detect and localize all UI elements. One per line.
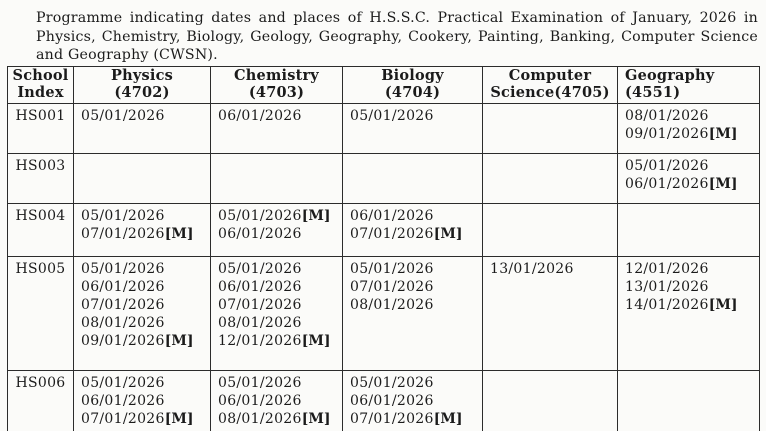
column-header-computer-science: Computer Science(4705) xyxy=(483,67,618,104)
subject-dates-cell-biology xyxy=(343,204,483,257)
morning-marker: [M] xyxy=(164,411,194,427)
school-index-cell: HS004 xyxy=(8,204,74,257)
exam-date: 06/01/2026 xyxy=(350,208,434,224)
exam-date: 12/01/2026[M] xyxy=(218,333,331,349)
subject-dates-cell-geography xyxy=(618,204,760,257)
morning-marker: [M] xyxy=(708,126,738,142)
subject-dates-cell-computer-science xyxy=(483,104,618,154)
exam-schedule-table xyxy=(7,66,760,431)
exam-date: 05/01/2026 xyxy=(350,108,434,124)
exam-date: 13/01/2026 xyxy=(490,261,574,277)
subject-dates-cell-physics xyxy=(74,204,211,257)
morning-marker: [M] xyxy=(433,411,463,427)
exam-date: 06/01/2026 xyxy=(350,393,434,409)
subject-dates-cell-geography xyxy=(618,371,760,431)
exam-date: 09/01/2026[M] xyxy=(81,333,194,349)
exam-date: 08/01/2026 xyxy=(350,297,434,313)
exam-date: 07/01/2026 xyxy=(350,279,434,295)
subject-dates-cell-chemistry xyxy=(211,371,343,431)
morning-marker: [M] xyxy=(301,333,331,349)
exam-date: 05/01/2026 xyxy=(625,158,709,174)
exam-date: 08/01/2026 xyxy=(625,108,709,124)
exam-date: 05/01/2026 xyxy=(81,108,165,124)
subject-dates-cell-computer-science xyxy=(483,371,618,431)
exam-date: 06/01/2026[M] xyxy=(625,176,738,192)
exam-date: 07/01/2026[M] xyxy=(350,226,463,242)
morning-marker: [M] xyxy=(708,176,738,192)
exam-date: 05/01/2026 xyxy=(218,375,302,391)
morning-marker: [M] xyxy=(708,297,738,313)
subject-dates-cell-chemistry xyxy=(211,257,343,371)
table-row xyxy=(8,154,760,204)
column-header-chemistry: Chemistry (4703) xyxy=(211,67,343,104)
column-header-physics: Physics (4702) xyxy=(74,67,211,104)
subject-dates-cell-chemistry xyxy=(211,154,343,204)
exam-date: 05/01/2026 xyxy=(81,261,165,277)
exam-date: 05/01/2026 xyxy=(81,208,165,224)
table-row xyxy=(8,371,760,431)
exam-date: 06/01/2026 xyxy=(81,279,165,295)
table-row xyxy=(8,104,760,154)
subject-dates-cell-geography xyxy=(618,104,760,154)
exam-date: 05/01/2026 xyxy=(81,375,165,391)
exam-date: 08/01/2026[M] xyxy=(218,411,331,427)
exam-date: 05/01/2026 xyxy=(218,261,302,277)
exam-date: 13/01/2026 xyxy=(625,279,709,295)
exam-date: 07/01/2026 xyxy=(218,297,302,313)
exam-date: 09/01/2026[M] xyxy=(625,126,738,142)
exam-date: 08/01/2026 xyxy=(218,315,302,331)
exam-date: 08/01/2026 xyxy=(81,315,165,331)
school-index-cell: HS001 xyxy=(8,104,74,154)
exam-date: 06/01/2026 xyxy=(218,393,302,409)
subject-dates-cell-geography xyxy=(618,154,760,204)
school-index-cell: HS006 xyxy=(8,371,74,431)
exam-date: 07/01/2026[M] xyxy=(81,411,194,427)
exam-date: 07/01/2026 xyxy=(81,297,165,313)
subject-dates-cell-computer-science xyxy=(483,257,618,371)
table-row xyxy=(8,204,760,257)
column-header-school-index: School Index xyxy=(8,67,74,104)
exam-date: 07/01/2026[M] xyxy=(81,226,194,242)
exam-date: 06/01/2026 xyxy=(218,108,302,124)
exam-date: 07/01/2026[M] xyxy=(350,411,463,427)
table-row xyxy=(8,257,760,371)
subject-dates-cell-biology xyxy=(343,257,483,371)
subject-dates-cell-physics xyxy=(74,104,211,154)
school-index-cell: HS005 xyxy=(8,257,74,371)
exam-date: 05/01/2026 xyxy=(350,261,434,277)
intro-paragraph: Programme indicating dates and places of H.S.S.C. Practical Examination of January, 2026 in Physics, Chemistry, Biology, Geology, Geography, Cookery, Painting, Banking, Computer Science and Geography (CWSN). xyxy=(36,10,758,63)
header-row xyxy=(8,67,760,104)
subject-dates-cell-chemistry xyxy=(211,204,343,257)
subject-dates-cell-computer-science xyxy=(483,154,618,204)
exam-date: 06/01/2026 xyxy=(218,279,302,295)
exam-date: 12/01/2026 xyxy=(625,261,709,277)
subject-dates-cell-biology xyxy=(343,371,483,431)
exam-date: 06/01/2026 xyxy=(81,393,165,409)
subject-dates-cell-physics xyxy=(74,257,211,371)
exam-date: 14/01/2026[M] xyxy=(625,297,738,313)
school-index-cell: HS003 xyxy=(8,154,74,204)
exam-date: 06/01/2026 xyxy=(218,226,302,242)
subject-dates-cell-geography xyxy=(618,257,760,371)
table-body xyxy=(8,104,760,431)
exam-date: 05/01/2026 xyxy=(350,375,434,391)
subject-dates-cell-biology xyxy=(343,154,483,204)
subject-dates-cell-computer-science xyxy=(483,204,618,257)
column-header-biology: Biology (4704) xyxy=(343,67,483,104)
subject-dates-cell-biology xyxy=(343,104,483,154)
subject-dates-cell-physics xyxy=(74,154,211,204)
morning-marker: [M] xyxy=(433,226,463,242)
morning-marker: [M] xyxy=(301,208,331,224)
morning-marker: [M] xyxy=(301,411,331,427)
exam-date: 05/01/2026[M] xyxy=(218,208,331,224)
subject-dates-cell-physics xyxy=(74,371,211,431)
subject-dates-cell-chemistry xyxy=(211,104,343,154)
morning-marker: [M] xyxy=(164,226,194,242)
table-header xyxy=(8,67,760,104)
morning-marker: [M] xyxy=(164,333,194,349)
column-header-geography: Geography (4551) xyxy=(618,67,760,104)
